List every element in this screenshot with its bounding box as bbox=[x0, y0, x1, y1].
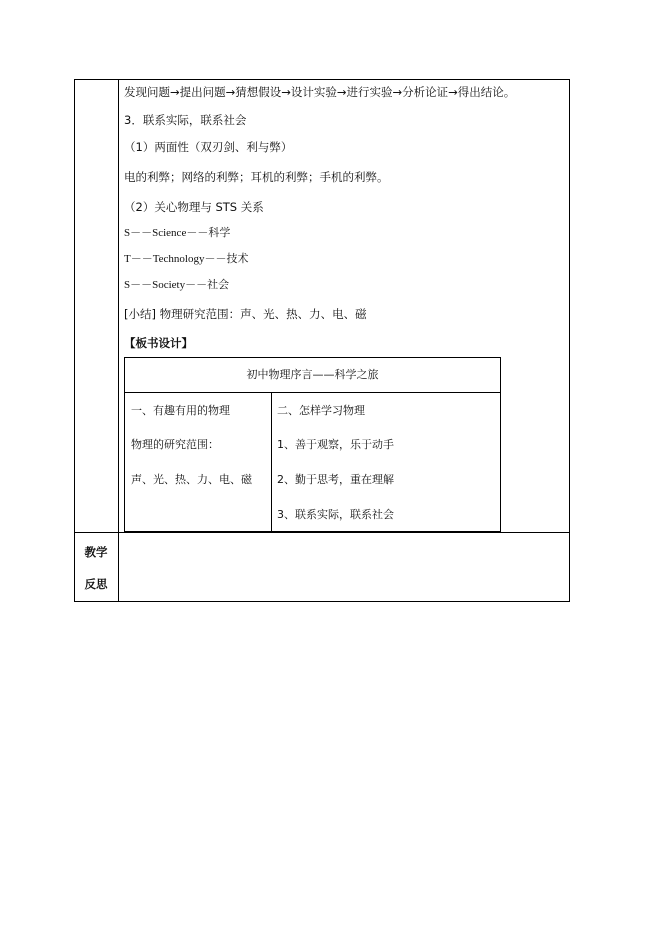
sts-society: S－－Society－－社会 bbox=[124, 279, 230, 291]
table-row-divider bbox=[74, 532, 570, 533]
board-left-item: 一、有趣有用的物理 bbox=[131, 404, 230, 417]
table-column-divider bbox=[118, 79, 119, 602]
board-column-divider bbox=[271, 392, 272, 532]
inquiry-process-line: 发现问题→提出问题→猜想假设→设计实验→进行实验→分析论证→得出结论。 bbox=[124, 85, 516, 99]
reflection-label-line2: 反思 bbox=[84, 577, 108, 591]
subheading-two-sides: （1）两面性（双刃剑、利与弊） bbox=[124, 140, 293, 154]
pros-cons-examples: 电的利弊；网络的利弊；耳机的利弊；手机的利弊。 bbox=[124, 170, 389, 184]
section-heading-3: 3．联系实际，联系社会 bbox=[124, 113, 247, 127]
summary-line: [小结] 物理研究范围：声、光、热、力、电、磁 bbox=[124, 307, 367, 321]
board-left-item: 物理的研究范围： bbox=[131, 438, 219, 451]
board-design-heading: 【板书设计】 bbox=[124, 336, 193, 350]
board-right-item: 3、联系实际，联系社会 bbox=[277, 508, 394, 521]
sts-technology: T－－Technology－－技术 bbox=[124, 253, 249, 265]
subheading-sts: （2）关心物理与 STS 关系 bbox=[124, 200, 264, 214]
board-right-item: 1、善于观察，乐于动手 bbox=[277, 438, 394, 451]
board-title-divider bbox=[124, 392, 501, 393]
board-title: 初中物理序言——科学之旅 bbox=[246, 368, 379, 381]
sts-science: S－－Science－－科学 bbox=[124, 227, 231, 239]
board-right-item: 2、勤于思考，重在理解 bbox=[277, 473, 394, 486]
board-left-item: 声、光、热、力、电、磁 bbox=[131, 473, 252, 486]
board-right-item: 二、怎样学习物理 bbox=[277, 404, 365, 417]
reflection-label-line1: 教学 bbox=[84, 545, 108, 559]
